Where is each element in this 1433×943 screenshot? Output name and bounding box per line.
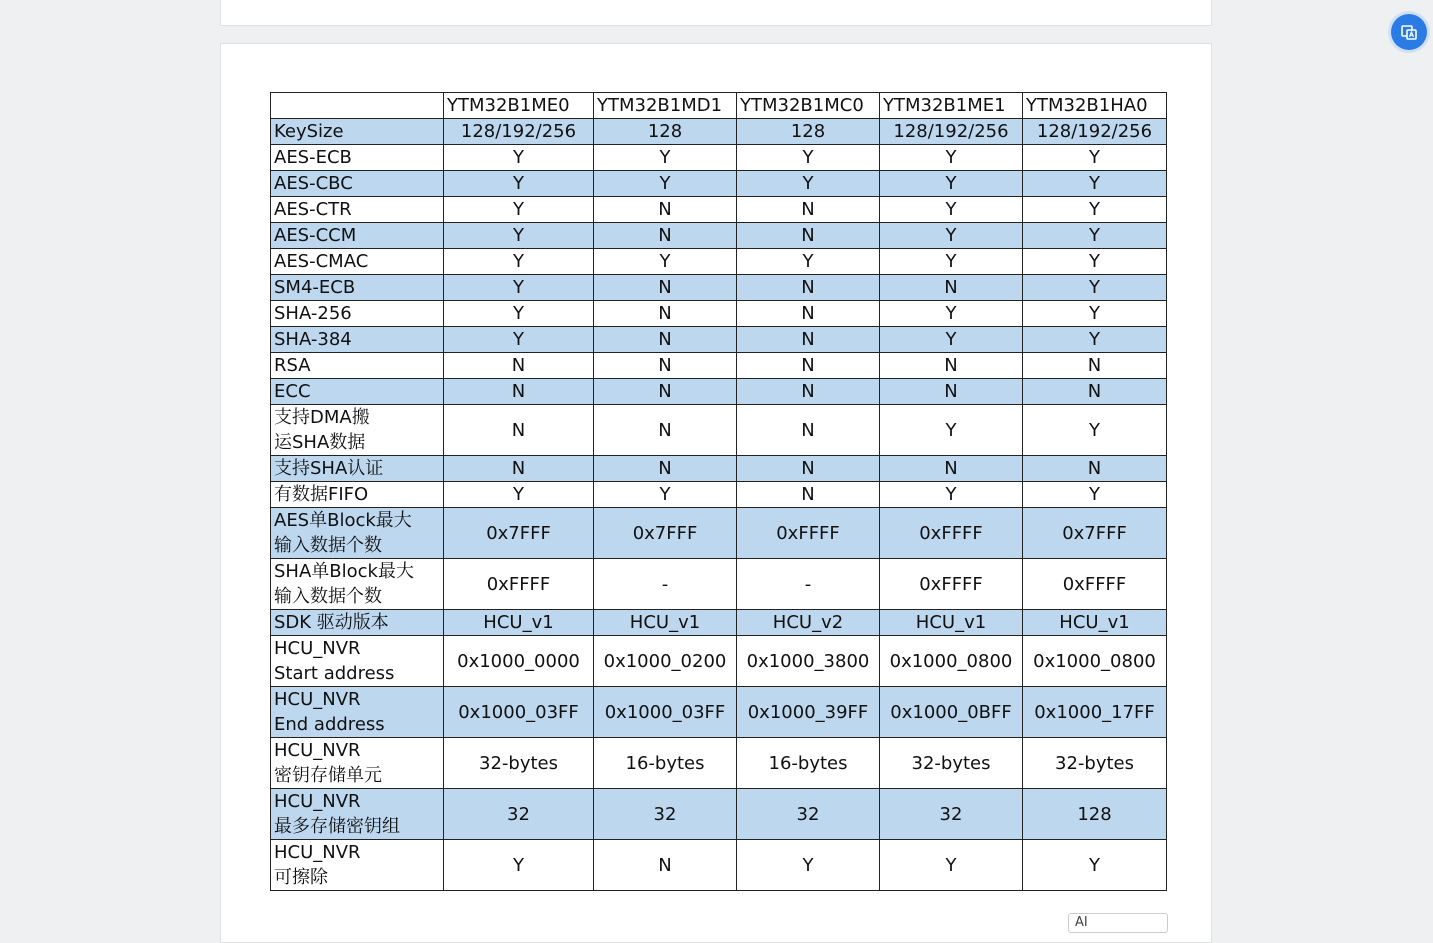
table-cell: Y xyxy=(594,249,737,275)
spec-comparison-table xyxy=(270,92,1167,891)
table-cell: Y xyxy=(1023,197,1167,223)
table-cell: 0x7FFF xyxy=(444,508,594,559)
row-label: AES-CTR xyxy=(271,197,444,223)
table-cell: N xyxy=(444,379,594,405)
table-cell: Y xyxy=(737,249,880,275)
table-cell: Y xyxy=(880,327,1023,353)
row-label: HCU_NVR 最多存储密钥组 xyxy=(271,789,444,840)
table-row xyxy=(271,223,1167,249)
table-row xyxy=(271,275,1167,301)
table-cell: Y xyxy=(444,482,594,508)
row-label: AES单Block最大 输入数据个数 xyxy=(271,508,444,559)
column-header: YTM32B1HA0 xyxy=(1023,93,1167,119)
table-cell: Y xyxy=(594,171,737,197)
table-row xyxy=(271,610,1167,636)
table-cell: HCU_v1 xyxy=(444,610,594,636)
row-label: SHA单Block最大 输入数据个数 xyxy=(271,559,444,610)
table-cell: 16-bytes xyxy=(737,738,880,789)
table-cell: 0x7FFF xyxy=(1023,508,1167,559)
table-cell: Y xyxy=(444,301,594,327)
table-cell: Y xyxy=(880,223,1023,249)
table-cell: 0x1000_0BFF xyxy=(880,687,1023,738)
table-cell: Y xyxy=(444,327,594,353)
table-cell: N xyxy=(737,405,880,456)
table-cell: Y xyxy=(880,405,1023,456)
row-label: HCU_NVR 密钥存储单元 xyxy=(271,738,444,789)
table-cell: Y xyxy=(594,145,737,171)
row-label: 有数据FIFO xyxy=(271,482,444,508)
table-cell: 0x1000_03FF xyxy=(444,687,594,738)
table-row xyxy=(271,456,1167,482)
header-corner xyxy=(271,93,444,119)
table-row xyxy=(271,840,1167,891)
table-row xyxy=(271,301,1167,327)
table-cell: N xyxy=(444,405,594,456)
translate-icon[interactable] xyxy=(1391,14,1427,50)
table-cell: Y xyxy=(1023,327,1167,353)
table-cell: 0xFFFF xyxy=(737,508,880,559)
table-cell: Y xyxy=(737,145,880,171)
row-label: AES-CBC xyxy=(271,171,444,197)
row-label: 支持SHA认证 xyxy=(271,456,444,482)
table-cell: N xyxy=(444,456,594,482)
table-cell: N xyxy=(594,353,737,379)
table-cell: Y xyxy=(880,145,1023,171)
table-row xyxy=(271,119,1167,145)
table-cell: 0x1000_0000 xyxy=(444,636,594,687)
table-cell: N xyxy=(594,840,737,891)
table-cell: 0x1000_39FF xyxy=(737,687,880,738)
table-cell: 16-bytes xyxy=(594,738,737,789)
table-cell: Y xyxy=(444,171,594,197)
table-cell: N xyxy=(1023,456,1167,482)
table-cell: 32 xyxy=(880,789,1023,840)
table-cell: 0x1000_17FF xyxy=(1023,687,1167,738)
row-label: SDK 驱动版本 xyxy=(271,610,444,636)
table-cell: Y xyxy=(1023,249,1167,275)
table-cell: HCU_v1 xyxy=(594,610,737,636)
table-row xyxy=(271,405,1167,456)
table-row xyxy=(271,636,1167,687)
table-cell: N xyxy=(880,275,1023,301)
table-cell: Y xyxy=(1023,223,1167,249)
table-cell: 0x1000_0800 xyxy=(1023,636,1167,687)
column-header: YTM32B1ME1 xyxy=(880,93,1023,119)
table-cell: 0x1000_0200 xyxy=(594,636,737,687)
table-cell: 128/192/256 xyxy=(444,119,594,145)
table-row xyxy=(271,379,1167,405)
table-cell: 0x1000_3800 xyxy=(737,636,880,687)
table-cell: Y xyxy=(737,840,880,891)
table-cell: 0xFFFF xyxy=(444,559,594,610)
table-row xyxy=(271,145,1167,171)
table-row xyxy=(271,687,1167,738)
table-cell: 32 xyxy=(594,789,737,840)
table-cell: Y xyxy=(1023,482,1167,508)
table-cell: HCU_v2 xyxy=(737,610,880,636)
previous-page xyxy=(220,0,1212,26)
table-cell: N xyxy=(594,327,737,353)
table-cell: Y xyxy=(1023,145,1167,171)
table-cell: 0x1000_0800 xyxy=(880,636,1023,687)
row-label: AES-CMAC xyxy=(271,249,444,275)
table-cell: Y xyxy=(1023,171,1167,197)
table-cell: Y xyxy=(880,249,1023,275)
table-cell: Y xyxy=(594,482,737,508)
table-cell: - xyxy=(594,559,737,610)
table-cell: N xyxy=(1023,379,1167,405)
table-row xyxy=(271,789,1167,840)
table-row xyxy=(271,249,1167,275)
table-row xyxy=(271,738,1167,789)
table-cell: N xyxy=(737,482,880,508)
table-cell: N xyxy=(737,456,880,482)
table-cell: 128 xyxy=(737,119,880,145)
table-cell: 0xFFFF xyxy=(1023,559,1167,610)
table-cell: - xyxy=(737,559,880,610)
table-row xyxy=(271,482,1167,508)
table-cell: N xyxy=(594,456,737,482)
table-cell: 0x1000_03FF xyxy=(594,687,737,738)
table-cell: 32-bytes xyxy=(880,738,1023,789)
table-cell: N xyxy=(594,405,737,456)
table-cell: N xyxy=(594,197,737,223)
table-cell: N xyxy=(880,353,1023,379)
table-row xyxy=(271,508,1167,559)
table-cell: Y xyxy=(880,840,1023,891)
table-cell: N xyxy=(880,456,1023,482)
table-cell: 128/192/256 xyxy=(880,119,1023,145)
table-cell: Y xyxy=(444,275,594,301)
table-row xyxy=(271,171,1167,197)
table-cell: N xyxy=(594,275,737,301)
table-cell: N xyxy=(594,223,737,249)
table-cell: Y xyxy=(880,482,1023,508)
table-cell: Y xyxy=(1023,301,1167,327)
table-cell: 32-bytes xyxy=(444,738,594,789)
ai-button[interactable] xyxy=(1068,913,1168,933)
table-cell: 0xFFFF xyxy=(880,508,1023,559)
table-row xyxy=(271,197,1167,223)
table-cell: Y xyxy=(444,145,594,171)
table-cell: HCU_v1 xyxy=(880,610,1023,636)
table-cell: N xyxy=(737,197,880,223)
table-cell: N xyxy=(737,353,880,379)
row-label: ECC xyxy=(271,379,444,405)
table-header-row xyxy=(271,93,1167,119)
table-row xyxy=(271,353,1167,379)
table-cell: N xyxy=(737,223,880,249)
table-cell: N xyxy=(594,301,737,327)
table-cell: N xyxy=(737,301,880,327)
table-row xyxy=(271,559,1167,610)
table-cell: Y xyxy=(444,249,594,275)
row-label: HCU_NVR End address xyxy=(271,687,444,738)
table-cell: 32 xyxy=(737,789,880,840)
table-cell: Y xyxy=(880,171,1023,197)
row-label: KeySize xyxy=(271,119,444,145)
table-cell: Y xyxy=(444,840,594,891)
table-cell: Y xyxy=(880,301,1023,327)
table-cell: Y xyxy=(1023,275,1167,301)
row-label: SHA-384 xyxy=(271,327,444,353)
row-label: AES-CCM xyxy=(271,223,444,249)
table-cell: 0xFFFF xyxy=(880,559,1023,610)
table-cell: Y xyxy=(880,197,1023,223)
table-cell: N xyxy=(444,353,594,379)
row-label: HCU_NVR 可擦除 xyxy=(271,840,444,891)
table-cell: N xyxy=(737,379,880,405)
row-label: RSA xyxy=(271,353,444,379)
row-label: SM4-ECB xyxy=(271,275,444,301)
table-cell: 128 xyxy=(594,119,737,145)
table-cell: Y xyxy=(737,171,880,197)
table-cell: Y xyxy=(1023,840,1167,891)
table-cell: 128/192/256 xyxy=(1023,119,1167,145)
row-label: SHA-256 xyxy=(271,301,444,327)
table-cell: N xyxy=(594,379,737,405)
row-label: AES-ECB xyxy=(271,145,444,171)
table-cell: HCU_v1 xyxy=(1023,610,1167,636)
row-label: HCU_NVR Start address xyxy=(271,636,444,687)
table-cell: N xyxy=(737,275,880,301)
column-header: YTM32B1MD1 xyxy=(594,93,737,119)
ai-button-label: AI xyxy=(1075,915,1088,930)
table-cell: Y xyxy=(1023,405,1167,456)
table-cell: N xyxy=(1023,353,1167,379)
table-cell: Y xyxy=(444,197,594,223)
table-row xyxy=(271,327,1167,353)
table-cell: Y xyxy=(444,223,594,249)
table-cell: N xyxy=(880,379,1023,405)
column-header: YTM32B1MC0 xyxy=(737,93,880,119)
table-cell: 0x7FFF xyxy=(594,508,737,559)
table-cell: N xyxy=(737,327,880,353)
row-label: 支持DMA搬 运SHA数据 xyxy=(271,405,444,456)
column-header: YTM32B1ME0 xyxy=(444,93,594,119)
table-cell: 32-bytes xyxy=(1023,738,1167,789)
table-cell: 32 xyxy=(444,789,594,840)
table-cell: 128 xyxy=(1023,789,1167,840)
